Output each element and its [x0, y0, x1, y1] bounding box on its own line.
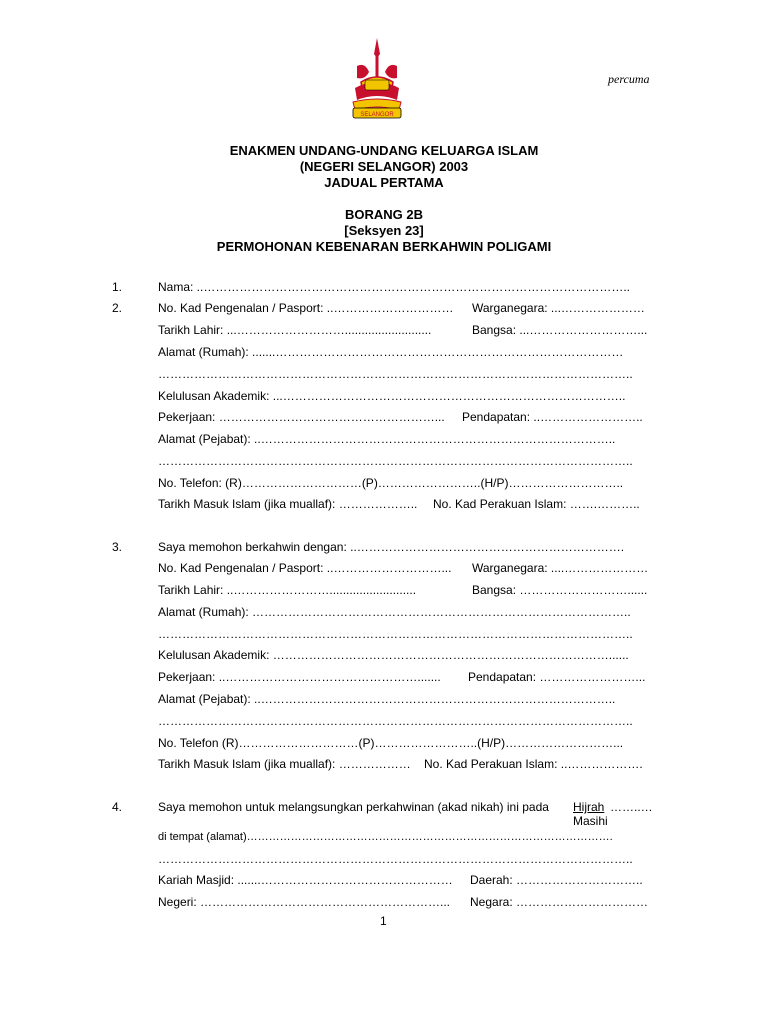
race-field: Bangsa: ...………………………...: [472, 323, 648, 337]
masihi-calendar-option: Masihi: [573, 814, 608, 828]
item-number-1: 1.: [112, 280, 123, 294]
spouse-office-address-continued: ………………………………………………………………………………………………………..: [158, 714, 633, 728]
spouse-telephone-field: No. Telefon (R)…………………………(P)……………………..(H/P)………………………...: [158, 736, 624, 750]
ic-passport-field: No. Kad Pengenalan / Pasport: ..…………………………: [158, 301, 454, 315]
birth-date-field: Tarikh Lahir: ...………………………..........................: [158, 323, 432, 337]
hijrah-calendar-option: Hijrah: [573, 800, 605, 814]
spouse-ic-passport-field: No. Kad Pengenalan / Pasport: ..………………………...: [158, 561, 452, 575]
marriage-request-text: Saya memohon untuk melangsungkan perkahwinan (akad nikah) ini pada: [158, 800, 549, 814]
page-number: 1: [380, 914, 387, 928]
item-number-4: 4.: [112, 800, 123, 814]
income-field: Pendapatan: ..……………………..: [462, 410, 643, 424]
spouse-home-address-field: Alamat (Rumah): …………………………………………………………………………………..: [158, 605, 631, 619]
telephone-field: No. Telefon: (R)…………………………(P)……………………..(H/P)………………………..: [158, 476, 624, 490]
conversion-card-field: No. Kad Perakuan Islam: …….………..: [433, 497, 640, 511]
conversion-date-field: Tarikh Masuk Islam (jika muallaf): ………………..: [158, 497, 418, 511]
spouse-conversion-date-field: Tarikh Masuk Islam (jika muallaf): ………………: [158, 757, 411, 771]
schedule-title: JADUAL PERTAMA: [324, 175, 444, 190]
marriage-place-field: di tempat (alamat)……………………………………………………………………………………….: [158, 831, 613, 843]
item-number-2: 2.: [112, 301, 123, 315]
spouse-income-field: Pendapatan: ……………………...: [468, 670, 646, 684]
home-address-field: Alamat (Rumah): .......……………………………………………………………………………: [158, 345, 624, 359]
spouse-citizenship-field: Warganegara: ....…………………: [472, 561, 649, 575]
spouse-name-field: Saya memohon berkahwin dengan: ..………………………………………………………….: [158, 540, 625, 554]
spouse-education-field: Kelulusan Akademik: …………………………………………………………………………......: [158, 648, 629, 662]
marriage-place-continued: ………………………………………………………………………………………………………..: [158, 852, 633, 866]
citizenship-field: Warganegara: ...…………………: [472, 301, 645, 315]
district-field: Daerah: …………………………..: [470, 873, 643, 887]
name-field: Nama: ..……………………………………………………………………………………………..: [158, 280, 631, 294]
office-address-field: Alamat (Pejabat): ..……………………………………………………………………………..: [158, 432, 616, 446]
spouse-office-address-field: Alamat (Pejabat): ..……………………………………………………………………………..: [158, 692, 616, 706]
home-address-continued: ………………………………………………………………………………………………………..: [158, 367, 633, 381]
spouse-birth-date-field: Tarikh Lahir: ..……………………..........................: [158, 583, 417, 597]
education-field: Kelulusan Akademik: ...…………………………………………………………………………..: [158, 389, 626, 403]
country-field: Negara: ……………………………: [470, 895, 649, 909]
occupation-field: Pekerjaan: ………………………………………………...: [158, 410, 445, 424]
form-section-ref: [Seksyen 23]: [344, 223, 424, 238]
state-field: Negeri: ……………………………………………………...: [158, 895, 451, 909]
free-of-charge-tag: percuma: [608, 72, 650, 86]
spouse-home-address-continued: ………………………………………………………………………………………………………..: [158, 627, 633, 641]
crest-label: SELANGOR: [360, 112, 394, 118]
item-number-3: 3.: [112, 540, 123, 554]
form-number: BORANG 2B: [344, 207, 423, 222]
spouse-conversion-card-field: No. Kad Perakuan Islam: ..……………….: [424, 757, 643, 771]
enactment-title-line-2: (NEGERI SELANGOR) 2003: [299, 159, 469, 174]
form-title: PERMOHONAN KEBENARAN BERKAHWIN POLIGAMI: [216, 239, 552, 254]
spouse-race-field: Bangsa: ………………………......: [472, 583, 648, 597]
spouse-occupation-field: Pekerjaan: ..………………………………………….......: [158, 670, 441, 684]
mosque-parish-field: Kariah Masjid: .......…………………………………………: [158, 873, 453, 887]
enactment-title-line-1: ENAKMEN UNDANG-UNDANG KELUARGA ISLAM: [229, 143, 539, 158]
marriage-date-dots: ……..…: [610, 800, 653, 814]
selangor-crest-logo: [343, 36, 411, 124]
office-address-continued: ………………………………………………………………………………………………………..: [158, 454, 633, 468]
